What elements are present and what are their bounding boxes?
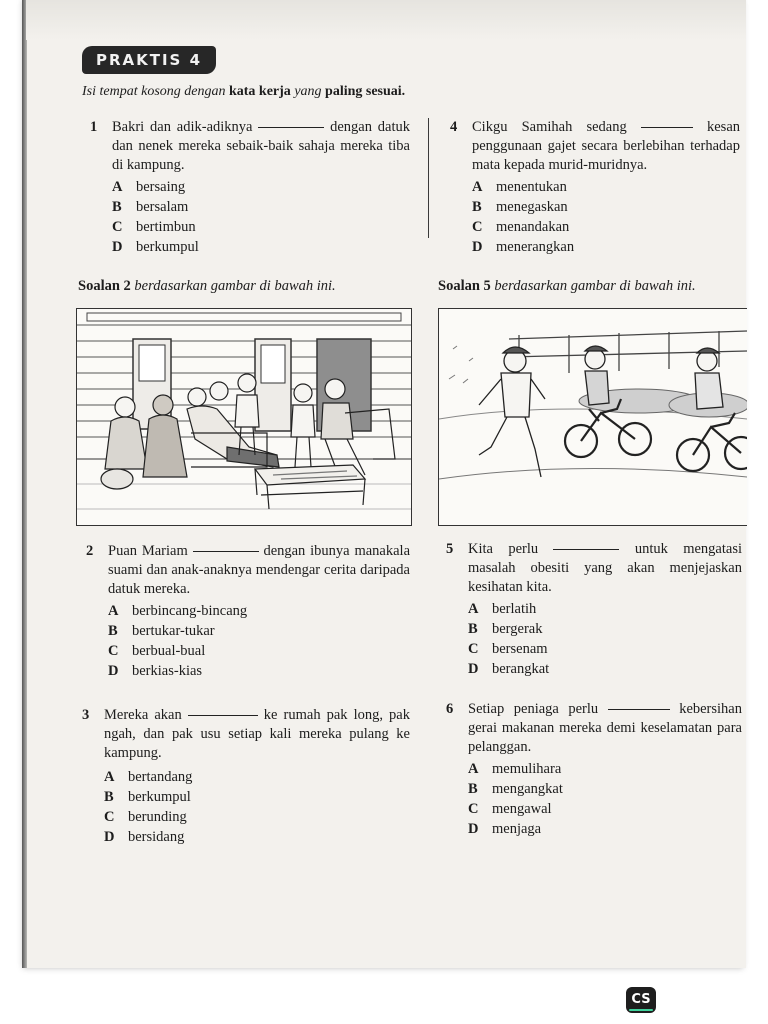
option-d: D berkias-kias: [108, 663, 203, 679]
question-1: [90, 118, 410, 258]
question-number: 2: [86, 543, 94, 559]
question-2: [86, 542, 416, 684]
option-c: C berbual-bual: [108, 643, 206, 659]
column-divider: [428, 118, 429, 238]
option-a: A berbincang-bincang: [108, 603, 248, 619]
option-b: B berkumpul: [104, 789, 191, 805]
question-stem: [472, 118, 740, 175]
question-6: [446, 700, 742, 844]
question-5: [446, 540, 742, 682]
option-b: B menegaskan: [472, 199, 568, 215]
option-a: A berlatih: [468, 601, 537, 617]
stem-part-2: dengan ibunya manakala suami dan anak-anaknya mendengar cerita daripada datuk mereka.: [108, 543, 411, 597]
question-4: [450, 118, 740, 258]
family-veranda-drawing: [77, 309, 411, 525]
option-b: B mengangkat: [468, 781, 563, 797]
answer-blank: [608, 709, 670, 710]
scanned-page: [26, 0, 746, 968]
answer-blank: [193, 551, 259, 552]
question-number: 5: [446, 541, 454, 557]
page-top-band: [26, 0, 746, 40]
illustration-family-veranda: [76, 308, 412, 526]
question-stem: [468, 700, 742, 757]
soalan-5-label: Soalan 5 berdasarkan gambar di bawah ini.: [438, 278, 696, 294]
stem-part-1: Bakri dan adik-adiknya: [112, 119, 253, 135]
option-c: C berunding: [104, 809, 187, 825]
camscanner-logo: CS: [626, 987, 656, 1013]
option-b: B bertukar-tukar: [108, 623, 215, 639]
option-b: B bersalam: [112, 199, 189, 215]
stem-part-2: untuk mengatasi masalah obesiti yang akan menjejaskan kesihatan kita.: [468, 541, 742, 595]
option-a: A menentukan: [472, 179, 567, 195]
option-c: C bertimbun: [112, 219, 196, 235]
stem-part-1: Kita perlu: [468, 541, 539, 557]
stem-part-1: Mereka akan: [104, 707, 182, 723]
answer-blank: [258, 127, 324, 128]
option-d: D bersidang: [104, 829, 185, 845]
page-fold-shadow: [22, 0, 27, 968]
option-b: B bergerak: [468, 621, 543, 637]
option-c: C menandakan: [472, 219, 570, 235]
question-3: [82, 706, 412, 850]
option-a: A memulihara: [468, 761, 562, 777]
instruction-line: [82, 84, 405, 100]
stem-part-1: Cikgu Samihah sedang: [472, 119, 627, 135]
question-number: 6: [446, 701, 454, 717]
option-a: A bersaing: [112, 179, 186, 195]
question-stem: [108, 542, 410, 599]
praktis-badge: PRAKTIS 4: [82, 46, 216, 74]
option-a: A bertandang: [104, 769, 193, 785]
instruction-bold-2: paling sesuai.: [325, 84, 406, 99]
instruction-italic-1: Isi tempat kosong dengan: [82, 84, 226, 99]
question-number: 3: [82, 707, 90, 723]
question-stem: [104, 706, 410, 763]
stem-part-1: Setiap peniaga perlu: [468, 701, 599, 717]
option-c: C mengawal: [468, 801, 552, 817]
illustration-exercise-cycling: [438, 308, 747, 526]
answer-blank: [553, 549, 619, 550]
question-stem: [112, 118, 410, 175]
question-number: 4: [450, 119, 458, 135]
exercise-cycling-drawing: [439, 309, 747, 525]
option-c: C bersenam: [468, 641, 548, 657]
stem-part-2: kebersihan gerai makanan mereka demi keselamatan para pelanggan.: [468, 701, 742, 755]
option-d: D berkumpul: [112, 239, 199, 255]
instruction-italic-2: yang: [294, 84, 322, 99]
instruction-bold-1: kata kerja: [228, 84, 291, 99]
stem-part-2: ke rumah pak long, pak ngah, dan pak usu setiap kali mereka pulang ke kampung.: [104, 707, 410, 761]
option-d: D berangkat: [468, 661, 550, 677]
answer-blank: [641, 127, 693, 128]
option-d: D menerangkan: [472, 239, 575, 255]
stem-part-2: kesan penggunaan gajet secara berlebihan terhadap mata kepada murid-muridnya.: [472, 119, 741, 173]
answer-blank: [188, 715, 258, 716]
question-number: 1: [90, 119, 98, 135]
soalan-2-label: Soalan 2 berdasarkan gambar di bawah ini.: [78, 278, 336, 294]
question-stem: [468, 540, 742, 597]
stem-part-1: Puan Mariam: [108, 543, 188, 559]
option-d: D menjaga: [468, 821, 542, 837]
stem-part-2: dengan datuk dan nenek mereka sebaik-baik sahaja mereka tiba di kampung.: [112, 119, 410, 173]
